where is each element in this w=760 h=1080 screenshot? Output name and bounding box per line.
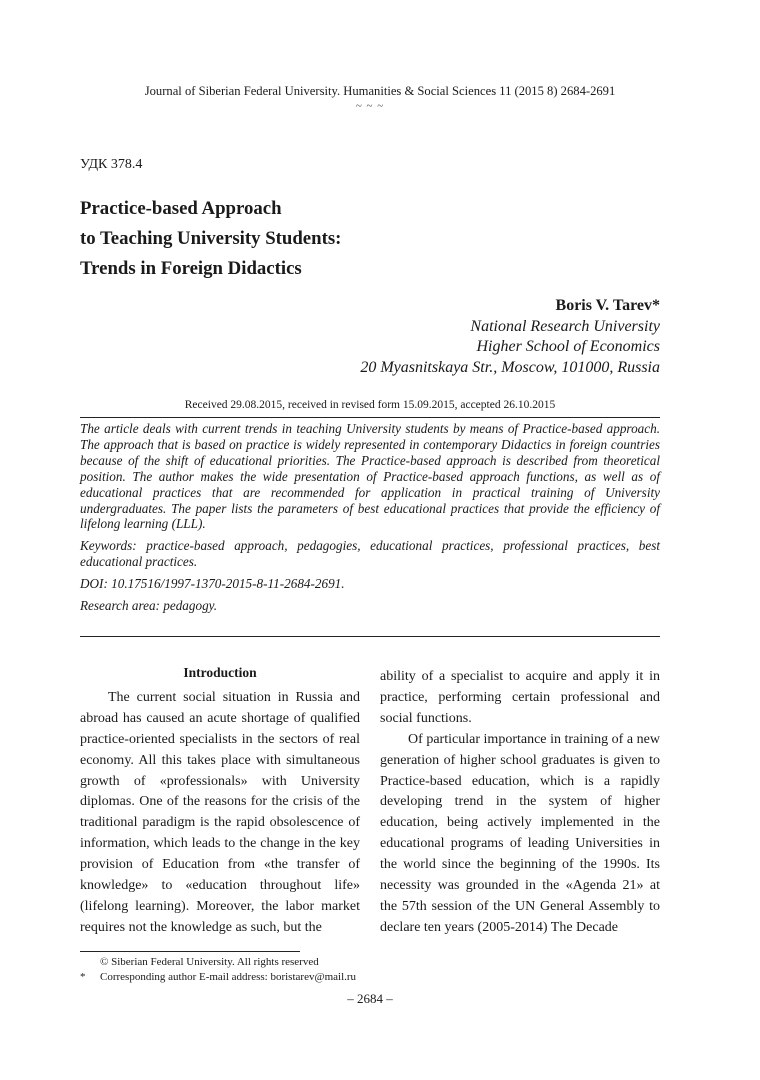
title-line-2: to Teaching University Students: [80,228,342,249]
abstract-text: The article deals with current trends in teaching University students by means of Practice-based approach. The approach that is based on practice is widely represented in contemporary Didactics in foreign countries because of the shift of educational priorities. The Practice-based approach is described from theoretical position. The author makes the wide presentation of Practice-based approach functions, as well as of educational practices that are recommended for application in practical training of University undergraduates. The paper lists the parameters of best educational practices that provide the efficiency of lifelong learning (LLL). [80,421,660,532]
page-number: – 2684 – [347,991,393,1006]
keywords: Keywords: practice-based approach, pedagogies, educational practices, professional practices, best educational practices. [80,538,660,570]
right-paragraph-2: Of particular importance in training of a new generation of higher school graduates is given to Practice-based education, which is a rapidly developing trend in the system of higher education, being actively implemented in the educational programs of leading Universities in the world since the beginning of the 1990s. Its necessity was grounded in the «Agenda 21» at the 57th session of the UN General Assembly to declare ten years (2005-2014) The Decade [380,731,660,935]
udk-code: УДК 378.4 [80,157,143,172]
author-affiliation-2: Higher School of Economics [476,338,660,355]
author-affiliation-1: National Research University [470,317,660,335]
footnote-star: * [80,971,86,983]
journal-header: Journal of Siberian Federal University. Humanities & Social Sciences 11 (2015 8) 2684-2691 [144,84,616,98]
corresponding-author-note: Corresponding author E-mail address: boristarev@mail.ru [100,971,357,983]
abstract-block [80,421,660,620]
research-area: Research area: pedagogy. [80,598,218,614]
doi: DOI: 10.17516/1997-1370-2015-8-11-2684-2691. [80,576,345,592]
left-paragraph: The current social situation in Russia and abroad has caused an acute shortage of qualified practice-oriented specialists in the sectors of real economy. All this takes place with simultaneous growth of «professionals» with University diplomas. One of the reasons for the crisis of the traditional paradigm is the rapid obsolescence of information, which leads to the change in the key provision of Education from «the transfer of knowledge» to «education throughout life» (lifelong learning). Moreover, the labor market requires not the knowledge as such, but the [80,689,360,935]
author-block [360,296,660,378]
footnote-rule [80,951,300,952]
author-name: Boris V. Tarev* [555,297,660,314]
author-address: 20 Myasnitskaya Str., Moscow, 101000, Russia [360,358,660,376]
copyright-note: © Siberian Federal University. All rights reserved [100,956,319,968]
abstract-bottom-rule [80,636,660,637]
received-dates: Received 29.08.2015, received in revised form 15.09.2015, accepted 26.10.2015 [184,399,556,411]
footnotes [80,955,356,985]
title-line-3: Trends in Foreign Didactics [80,258,302,279]
introduction-heading: Introduction [183,665,257,680]
right-column [380,667,660,939]
right-paragraph-1: ability of a specialist to acquire and apply it in practice, performing certain professional and social functions. [380,669,660,726]
left-column [80,663,360,939]
header-ornament: ~ ~ ~ [355,100,385,112]
title-line-1: Practice-based Approach [80,198,282,219]
article-title [80,194,341,284]
abstract-top-rule [80,417,660,418]
